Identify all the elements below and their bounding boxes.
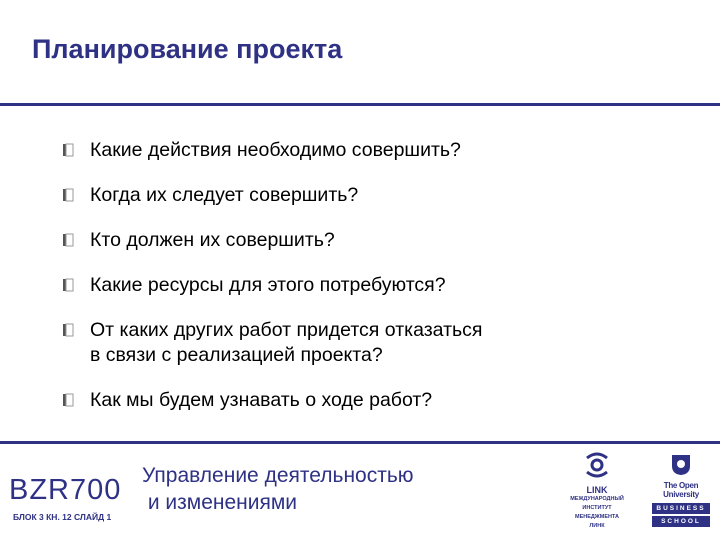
bullet-item: [62, 183, 682, 208]
link-logo-line4: ЛИНК: [589, 523, 605, 529]
bullet-text: От каких других работ придется отказаться: [90, 319, 483, 341]
footer-divider: [0, 441, 720, 444]
bullet-list: [62, 138, 682, 433]
bullet-marker-icon: [62, 233, 74, 247]
link-logo-word: LINK: [586, 485, 608, 495]
bullet-text-continued: в связи с реализацией проекта?: [90, 344, 383, 366]
course-title-line2: и изменениями: [142, 491, 298, 514]
bullet-text: Как мы будем узнавать о ходе работ?: [90, 389, 433, 411]
bullet-marker-icon: [62, 143, 74, 157]
school-bar: SCHOOL: [652, 516, 710, 527]
link-institute-logo: [565, 452, 629, 531]
link-emblem-icon: [584, 452, 610, 478]
bullet-marker-icon: [62, 278, 74, 292]
bullet-text: Кто должен их совершить?: [90, 229, 335, 251]
slide-title: Планирование проекта: [32, 34, 343, 64]
bullet-marker-icon: [62, 188, 74, 202]
course-code: BZR700: [9, 474, 122, 506]
link-logo-line1: МЕЖДУНАРОДНЫЙ: [570, 496, 624, 502]
bullet-item: [62, 388, 682, 413]
ou-logo-line1: The Open: [663, 481, 699, 490]
open-university-logo: [652, 454, 710, 527]
bullet-marker-icon: [62, 393, 74, 407]
slide-reference: БЛОК 3 КН. 12 СЛАЙД 1: [13, 512, 112, 522]
bullet-text: Когда их следует совершить?: [90, 184, 359, 206]
ou-logo-line2: University: [663, 490, 699, 499]
bullet-text: Какие действия необходимо совершить?: [90, 139, 461, 161]
bullet-item: [62, 138, 682, 163]
bullet-marker-icon: [62, 323, 74, 337]
bullet-item: [62, 273, 682, 298]
bullet-item: [62, 228, 682, 253]
course-title-line1: Управление деятельностью: [142, 464, 414, 487]
title-divider: [0, 103, 720, 106]
bullet-item: [62, 318, 682, 368]
link-logo-line3: МЕНЕДЖМЕНТА: [575, 514, 619, 520]
course-title: [142, 462, 414, 516]
open-university-shield-icon: [671, 454, 691, 476]
bullet-text: Какие ресурсы для этого потребуются?: [90, 274, 446, 296]
business-bar: BUSINESS: [652, 503, 710, 514]
link-logo-line2: ИНСТИТУТ: [582, 505, 612, 511]
